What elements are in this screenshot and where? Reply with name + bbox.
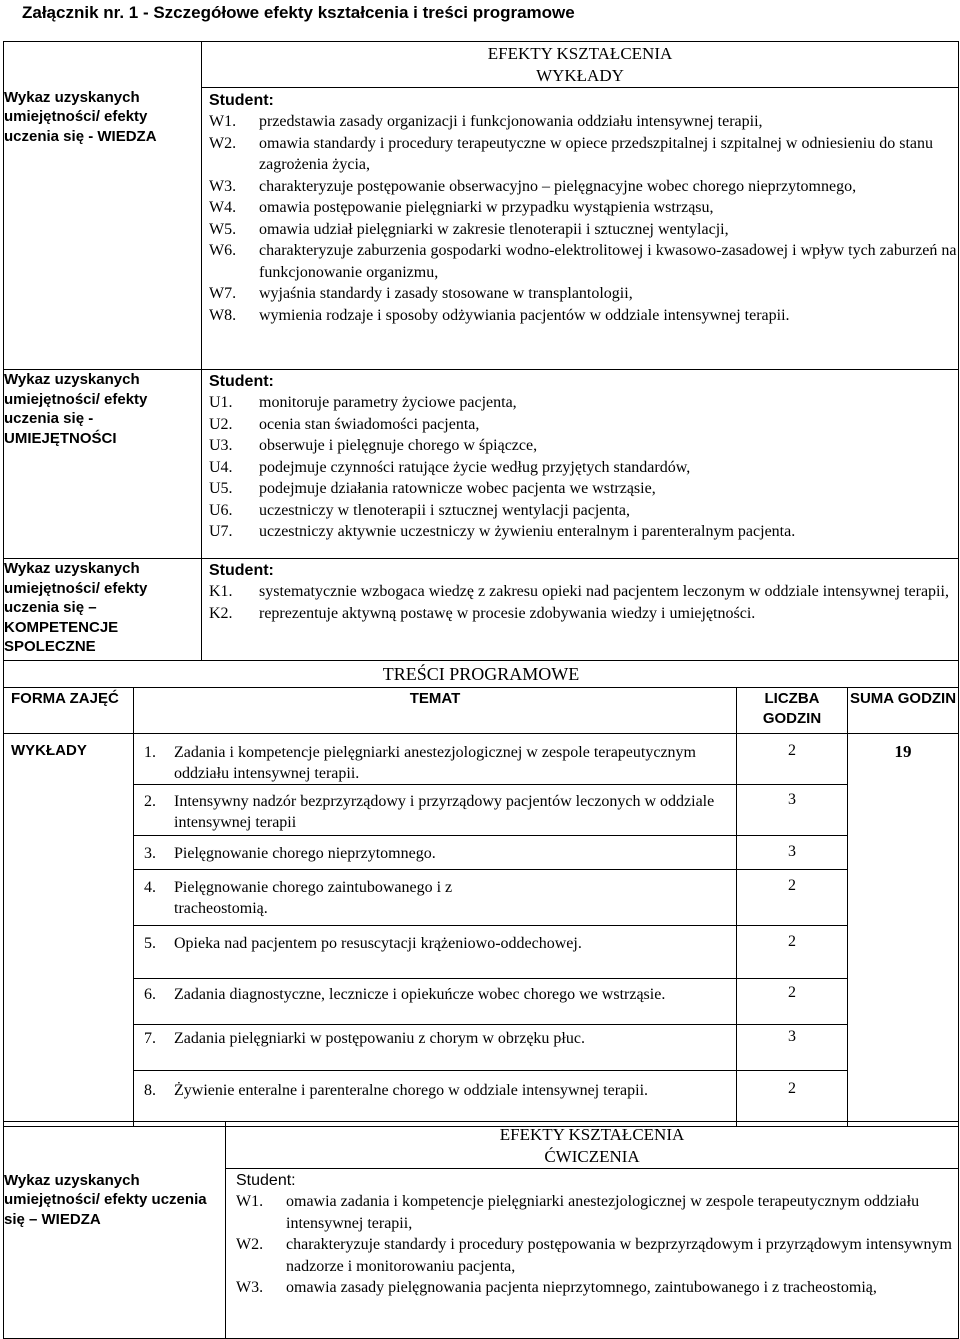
outcome-text: obserwuje i pielęgnuje chorego w śpiączce, bbox=[259, 437, 538, 454]
topic-hours: 2 bbox=[737, 979, 848, 1025]
topic-number: 6. bbox=[144, 986, 156, 1003]
outcome-code: W1. bbox=[236, 1193, 264, 1210]
outcome-code: U3. bbox=[209, 437, 233, 454]
outcome-text: ocenia stan świadomości pacjenta, bbox=[259, 415, 480, 433]
forma-value: WYKŁADY bbox=[4, 734, 134, 1127]
outcome-item bbox=[209, 581, 958, 603]
topic-hours: 2 bbox=[737, 870, 848, 926]
topic-number: 5. bbox=[144, 935, 156, 952]
outcome-code: K2. bbox=[209, 604, 233, 622]
topic-text: Zadania diagnostyczne, lecznicze i opiekuńcze wobec chorego we wstrząsie. bbox=[174, 986, 666, 1003]
topic-text: Zadania pielęgniarki w postępowaniu z chorym w obrzęku płuc. bbox=[174, 1030, 585, 1047]
topic-hours: 2 bbox=[737, 1071, 848, 1127]
section-title: EFEKTY KSZTAŁCENIA bbox=[487, 44, 673, 63]
knowledge-row bbox=[4, 88, 959, 370]
topic-text: Opieka nad pacjentem po resuscytacji krążeniowo-oddechowej. bbox=[174, 935, 582, 952]
topic-hours: 3 bbox=[737, 785, 848, 836]
outcome-text: charakteryzuje standardy i procedury postępowania w bezprzyrządowym i przyrządowym intensywnym nadzorze i monitorowaniu pacjenta, bbox=[286, 1236, 952, 1275]
topic-number: 4. bbox=[144, 879, 156, 896]
outcome-text: podejmuje czynności ratujące życie według przyjętych standardów, bbox=[259, 458, 691, 476]
outcome-code: K1. bbox=[209, 583, 233, 600]
knowledge-items bbox=[209, 111, 958, 326]
section-subtitle: WYKŁADY bbox=[536, 66, 624, 85]
section-title: EFEKTY KSZTAŁCENIA bbox=[499, 1125, 685, 1144]
topic-hours: 3 bbox=[737, 836, 848, 870]
topic-number: 3. bbox=[144, 845, 156, 862]
outcome-text: omawia zasady pielęgnowania pacjenta nieprzytomnego, zaintubowanego i z tracheostomią, bbox=[286, 1279, 877, 1296]
student-label: Student: bbox=[209, 92, 274, 109]
outcome-item bbox=[209, 435, 958, 457]
outcome-item bbox=[209, 111, 958, 133]
outcome-text: uczestniczy aktywnie uczestniczy w żywieniu enteralnym i parenteralnym pacjenta. bbox=[259, 523, 796, 540]
learning-outcomes-exercises-table bbox=[3, 1121, 959, 1339]
outcome-code: W2. bbox=[236, 1236, 264, 1253]
outcome-code: W1. bbox=[209, 113, 237, 130]
student-label: Student: bbox=[209, 373, 274, 390]
topic-hours: 3 bbox=[737, 1025, 848, 1071]
program-title: TREŚCI PROGRAMOWE bbox=[4, 661, 959, 688]
outcome-code: W2. bbox=[209, 134, 237, 152]
outcome-text: monitoruje parametry życiowe pacjenta, bbox=[259, 394, 517, 411]
outcome-code: U4. bbox=[209, 458, 233, 476]
header-liczba-godzin: LICZBA GODZIN bbox=[737, 688, 848, 734]
outcome-text: omawia postępowanie pielęgniarki w przypadku wystąpienia wstrząsu, bbox=[259, 199, 714, 216]
outcome-item bbox=[209, 457, 958, 479]
topic-hours: 2 bbox=[737, 734, 848, 785]
outcome-item bbox=[236, 1277, 958, 1299]
program-content-table bbox=[3, 660, 959, 1127]
suma-value: 19 bbox=[848, 734, 959, 1127]
exercises-knowledge-items bbox=[236, 1191, 958, 1299]
outcome-item bbox=[209, 392, 958, 414]
topic-number: 8. bbox=[144, 1082, 156, 1099]
topic-text: Pielęgnowanie chorego nieprzytomnego. bbox=[174, 845, 436, 862]
document-title: Załącznik nr. 1 - Szczegółowe efekty kształcenia i treści programowe bbox=[22, 3, 575, 22]
student-label: Student: bbox=[236, 1172, 296, 1189]
outcome-item bbox=[209, 133, 958, 176]
outcome-item bbox=[209, 176, 958, 198]
outcome-item bbox=[209, 414, 958, 436]
outcome-item bbox=[236, 1234, 958, 1277]
topic-number: 1. bbox=[144, 744, 156, 761]
competences-items bbox=[209, 581, 958, 624]
outcome-item bbox=[209, 603, 958, 625]
section-subtitle: ĆWICZENIA bbox=[544, 1147, 640, 1166]
outcome-text: przedstawia zasady organizacji i funkcjonowania oddziału intensywnej terapii, bbox=[259, 113, 763, 130]
outcome-text: podejmuje działania ratownicze wobec pacjenta we wstrząsie, bbox=[259, 480, 656, 497]
outcome-item bbox=[209, 197, 958, 219]
outcome-text: wymienia rodzaje i sposoby odżywiania pacjentów w oddziale intensywnej terapii. bbox=[259, 306, 790, 324]
header-temat: TEMAT bbox=[134, 688, 737, 734]
outcome-code: U1. bbox=[209, 394, 233, 411]
header-forma: FORMA ZAJĘĆ bbox=[4, 688, 134, 734]
topic-text: Zadania i kompetencje pielęgniarki anestezjologicznej w zespole terapeutycznym oddziału intensywnej terapii. bbox=[174, 744, 696, 782]
topic-text: Pielęgnowanie chorego zaintubowanego i z tracheostomią. bbox=[174, 879, 453, 917]
outcome-code: U6. bbox=[209, 501, 233, 519]
skills-label: Wykaz uzyskanych umiejętności/ efekty uczenia się - UMIEJĘTNOŚCI bbox=[4, 370, 202, 559]
outcome-code: W3. bbox=[209, 177, 237, 195]
exercises-knowledge-label: Wykaz uzyskanych umiejętności/ efekty uczenia się – WIEDZA bbox=[4, 1169, 226, 1339]
outcome-code: W5. bbox=[209, 220, 237, 238]
outcome-text: reprezentuje aktywną postawę w procesie zdobywania wiedzy i umiejętności. bbox=[259, 604, 756, 622]
outcome-item bbox=[209, 283, 958, 305]
outcome-item bbox=[209, 305, 958, 327]
skills-row bbox=[4, 370, 959, 559]
outcome-item bbox=[209, 240, 958, 283]
outcome-text: omawia udział pielęgniarki w zakresie tlenoterapii i sztucznej wentylacji, bbox=[259, 220, 729, 238]
outcome-code: W3. bbox=[236, 1279, 264, 1296]
learning-outcomes-lectures-table bbox=[3, 41, 959, 661]
outcome-item bbox=[209, 521, 958, 543]
topic-number: 2. bbox=[144, 793, 156, 810]
topic-text: Intensywny nadzór bezprzyrządowy i przyrządowy pacjentów leczonych w oddziale intensywnej terapii bbox=[174, 793, 715, 831]
skills-items bbox=[209, 392, 958, 543]
topic-number: 7. bbox=[144, 1030, 156, 1047]
outcome-item bbox=[236, 1191, 958, 1234]
outcome-code: U5. bbox=[209, 480, 233, 497]
outcome-code: W4. bbox=[209, 199, 237, 216]
outcome-text: charakteryzuje postępowanie obserwacyjno – pielęgnacyjne wobec chorego nieprzytomnego, bbox=[259, 177, 857, 195]
competences-row bbox=[4, 559, 959, 661]
header-suma-godzin: SUMA GODZIN bbox=[848, 688, 959, 734]
outcome-code: W8. bbox=[209, 306, 237, 324]
outcome-text: wyjaśnia standardy i zasady stosowane w transplantologii, bbox=[259, 285, 633, 302]
outcome-text: charakteryzuje zaburzenia gospodarki wodno-elektrolitowej i kwasowo-zasadowej i wpływ tych zaburzeń na funkcjonowanie organizmu, bbox=[259, 242, 957, 281]
outcome-text: uczestniczy w tlenoterapii i sztucznej wentylacji pacjenta, bbox=[259, 501, 630, 519]
outcome-code: W6. bbox=[209, 242, 237, 259]
outcome-text: systematycznie wzbogaca wiedzę z zakresu opieki nad pacjentem leczonym w oddziale intensywnej terapii, bbox=[259, 583, 949, 600]
outcome-code: W7. bbox=[209, 285, 237, 302]
topic-text: Żywienie enteralne i parenteralne chorego w oddziale intensywnej terapii. bbox=[174, 1082, 649, 1099]
outcome-code: U2. bbox=[209, 415, 233, 433]
outcome-text: omawia standardy i procedury terapeutyczne w opiece przedszpitalnej i szpitalnej w odniesieniu do stanu zagrożenia życia, bbox=[259, 134, 933, 173]
competences-label: Wykaz uzyskanych umiejętności/ efekty uczenia się – KOMPETENCJE SPOLECZNE bbox=[4, 559, 202, 661]
topic-hours: 2 bbox=[737, 926, 848, 979]
outcome-text: omawia zadania i kompetencje pielęgniarki anestezjologicznej w zespole terapeutycznym oddziału intensywnej terapii, bbox=[286, 1193, 920, 1232]
outcome-item bbox=[209, 500, 958, 522]
outcome-item bbox=[209, 478, 958, 500]
student-label: Student: bbox=[209, 562, 274, 579]
knowledge-label: Wykaz uzyskanych umiejętności/ efekty uczenia się - WIEDZA bbox=[4, 88, 202, 370]
outcome-code: U7. bbox=[209, 523, 233, 540]
outcome-item bbox=[209, 219, 958, 241]
